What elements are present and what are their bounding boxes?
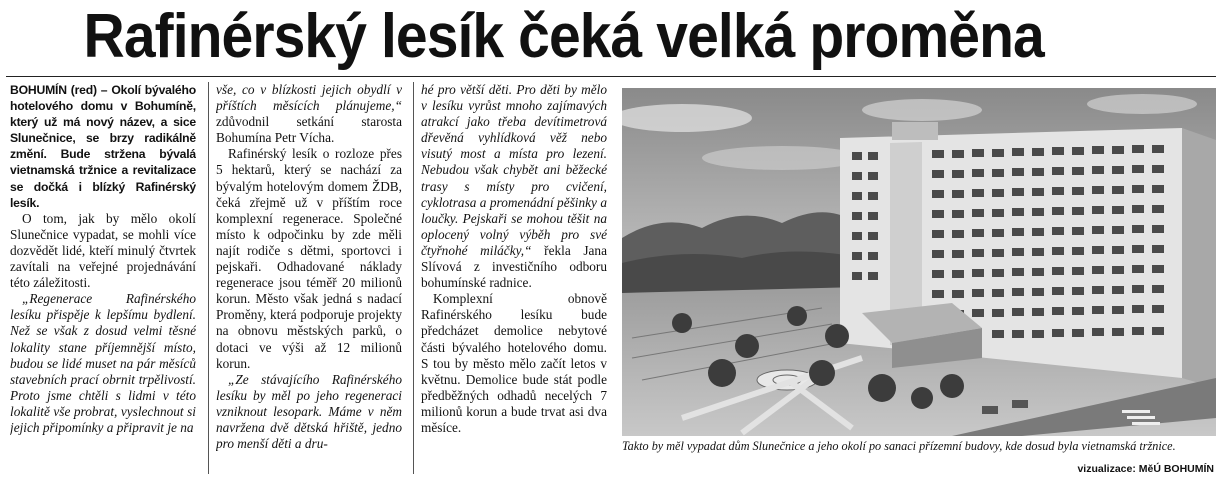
quote-attribution: zdůvodnil setkání starosta Bohumína Petr Vícha.	[216, 114, 402, 146]
building-visualization-photo	[622, 88, 1216, 436]
photo-credit: vizualizace: MěÚ BOHUMÍN	[1077, 463, 1214, 475]
paragraph: Rafinérský lesík o rozloze přes 5 hektarů, který se nachází za bývalým hotelovým domem ŽDB, čeká zřejmě už v příštím roce komplexní regenerace. Společné místo k odpočinku by zde měli najít rodiče s dětmi, sportovci i pejskaři. Odhadované náklady regenerace jsou téměř 20 milionů korun. Město však jedná s nadací Proměny, která podporuje projekty na obnovu městských parků, o dotaci ve výši až 12 milionů korun.	[216, 146, 402, 371]
photo-drawing	[622, 88, 1216, 436]
quote-continuation: vše, co v blízkosti jejich obydlí v příštích měsících plánujeme,“	[216, 82, 402, 114]
paragraph-quote: „Regenerace Rafinérského lesíku přispěje k lepšímu bydlení. Než se však z dosud velmi těsné lokality stane příjemnější místo, budou se lidé muset na pár měsíců stavebních prací obrnit trpělivostí. Proto jsme chtěli s lidmi v této lokalitě vše probrat, vyslechnout si jejich připomínky a připravit je na	[10, 291, 196, 435]
column-divider	[413, 82, 414, 474]
paragraph: Komplexní obnově Rafinérského lesíku bude předcházet demolice nebytové části bývalého hotelového domu. S tou by město mělo začít letos v květnu. Demolice bude stát podle předběžných odhadů necelých 7 milionů korun a bude trvat asi dva měsíce.	[421, 291, 607, 435]
quote-continuation: hé pro větší děti. Pro děti by mělo v lesíku vyrůst mnoho zajímavých atrakcí jako třeba devítimetrová dřevěná vyhlídková věž nebo visutý most a místa pro lezení. Nebudou však chybět ani běžecké trasy s místy pro cvičení, cyklotrasa a promenádní pěšinky a loučky. Pejskaři se mohou těšit na oplocený volný výběh pro své čtyřnohé miláčky,“	[421, 82, 607, 258]
article-column-3	[421, 82, 607, 478]
column-divider	[208, 82, 209, 474]
photo-caption: Takto by měl vypadat dům Slunečnice a jeho okolí po sanaci přízemní budovy, kde dosud byla vietnamská tržnice.	[622, 439, 1176, 453]
article-headline: Rafinérský lesík čeká velká proměna	[83, 2, 1044, 71]
headline-rule	[6, 76, 1216, 77]
article-lead: BOHUMÍN (red) – Okolí bývalého hotelového domu v Bohumíně, který už má nový název, a sice Slunečnice, se brzy radikálně změní. Bude stržena bývalá vietnamská tržnice a revitalizace se dočká i blízký Rafinérský lesík.	[10, 83, 196, 210]
paragraph-quote: „Ze stávajícího Rafinérského lesíku by měl po jeho regeneraci vzniknout lesopark. Máme v něm navržena dvě dětská hřiště, jedno pro menší děti a dru-	[216, 371, 402, 452]
paragraph: O tom, jak by mělo okolí Slunečnice vypadat, se mohli více dozvědět lidé, kteří minulý čtvrtek zavítali na veřejné projednávání této záležitosti.	[10, 210, 196, 291]
article-column-1	[10, 82, 196, 478]
quote-attribution: řekla Jana Slívová z investičního odboru bohumínské radnice.	[421, 242, 607, 291]
article-column-2	[216, 82, 402, 478]
